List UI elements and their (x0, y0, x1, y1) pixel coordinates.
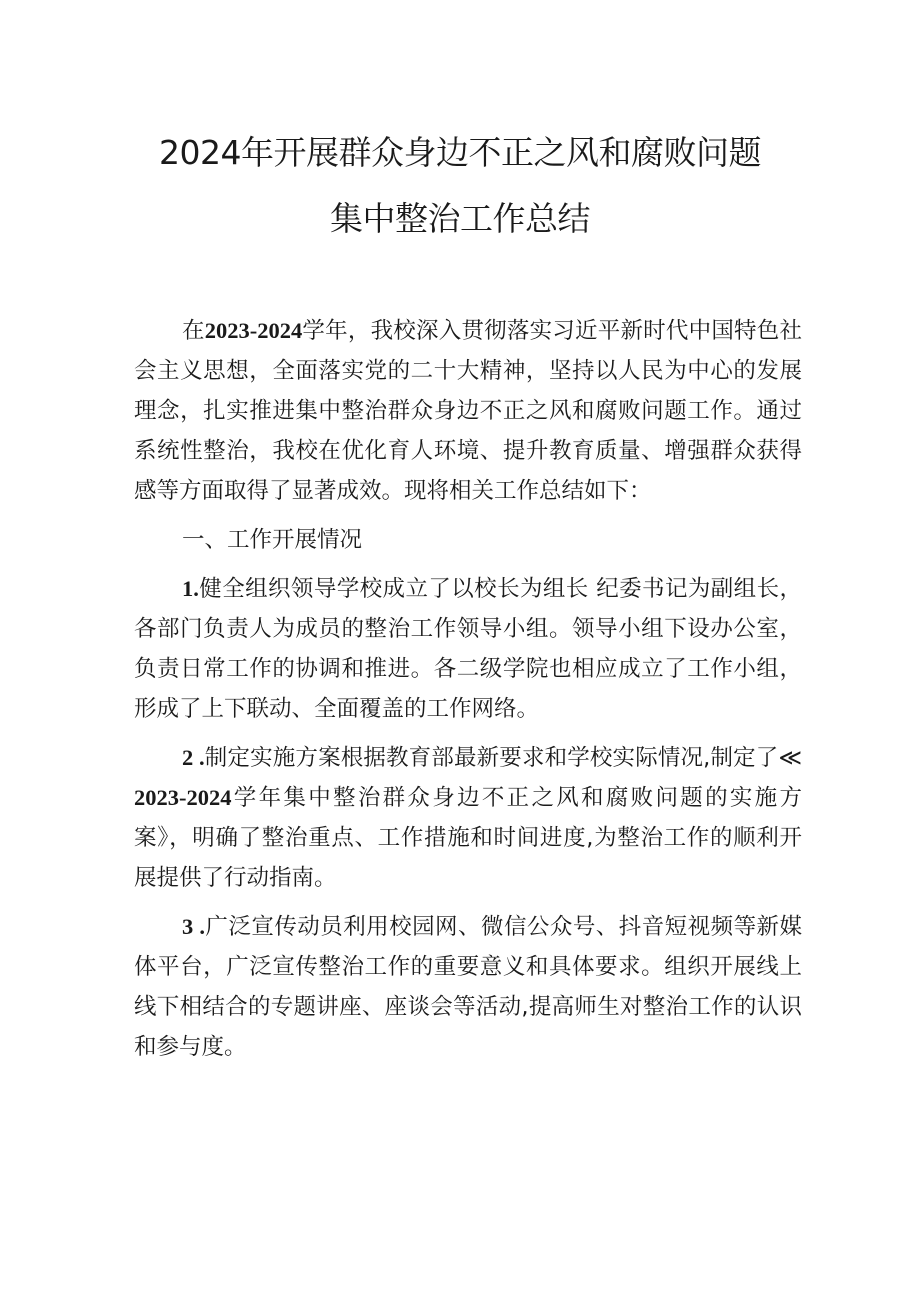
item-3-number: 3 (182, 914, 194, 939)
document-body (134, 311, 802, 1076)
intro-paragraph (134, 311, 802, 511)
item-2-text-b: 学年集中整治群众身边不正之风和腐败问题的实施方案》，明确了整治重点、工作措施和时间进度,为整治工作的顺利开展提供了行动指南。 (134, 785, 802, 891)
title-line-2: 集中整治工作总结 (330, 199, 590, 238)
item-3-paragraph (134, 907, 802, 1067)
item-2-paragraph (134, 738, 802, 898)
section-heading: 一、工作开展情况 (182, 527, 363, 553)
item-2-number: 2 (182, 745, 194, 770)
title-line-1: 2024年开展群众身边不正之风和腐败问题 (159, 133, 761, 172)
item-2-years: 2023-2024 (134, 785, 232, 810)
document-title (0, 120, 920, 252)
item-1-paragraph (134, 569, 802, 729)
item-1-number: 1. (182, 576, 199, 601)
item-3-text: 广泛宣传动员利用校园网、微信公众号、抖音短视频等新媒体平台，广泛宣传整治工作的重要意义和具体要求。组织开展线上线下相结合的专题讲座、座谈会等活动,提高师生对整治工作的认识和参与度。 (134, 914, 802, 1060)
item-2-text-a: 制定实施方案根据教育部最新要求和学校实际情况,制定了≪ (204, 745, 802, 771)
item-3-separator: . (193, 914, 205, 939)
item-1-text: 健全组织领导学校成立了以校长为组长 纪委书记为副组长，各部门负责人为成员的整治工作领导小组。领导小组下设办公室，负责日常工作的协调和推进。各二级学院也相应成立了工作小组，形成了上下联动、全面覆盖的工作网络。 (134, 576, 802, 722)
item-2-separator: . (193, 745, 205, 770)
intro-years: 2023-2024 (204, 318, 303, 343)
intro-prefix: 在 (182, 318, 205, 344)
intro-text: 学年，我校深入贯彻落实习近平新时代中国特色社会主义思想，全面落实党的二十大精神，坚持以人民为中心的发展理念，扎实推进集中整治群众身边不正之风和腐败问题工作。通过系统性整治，我校在优化育人环境、提升教育质量、增强群众获得感等方面取得了显著成效。现将相关工作总结如下： (134, 318, 802, 504)
